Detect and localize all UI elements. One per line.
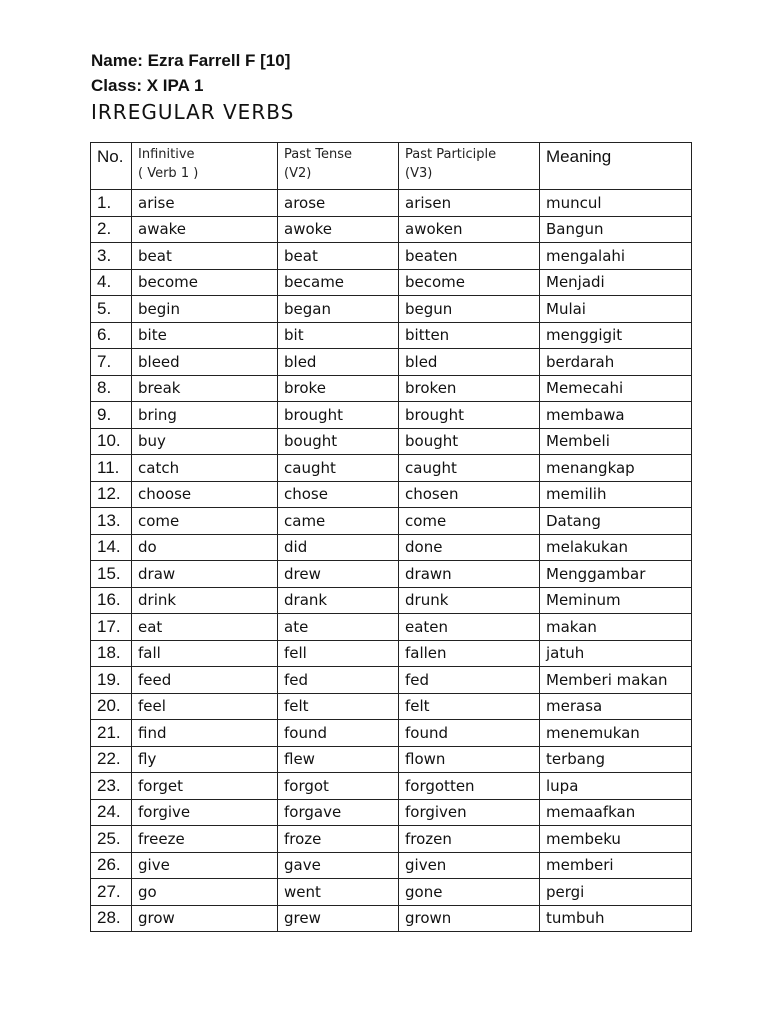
cell-past-tense: found [278, 720, 399, 747]
cell-infinitive: feed [132, 667, 278, 694]
cell-no: 21. [91, 720, 132, 747]
cell-past-tense: drew [278, 561, 399, 588]
header-past-participle [399, 143, 540, 190]
cell-no: 10. [91, 428, 132, 455]
table-row [91, 826, 692, 853]
cell-past-participle: beaten [399, 243, 540, 270]
cell-infinitive: choose [132, 481, 278, 508]
table-row [91, 508, 692, 535]
cell-no: 11. [91, 455, 132, 482]
cell-past-participle: bled [399, 349, 540, 376]
cell-no: 12. [91, 481, 132, 508]
table-row [91, 852, 692, 879]
table-row [91, 322, 692, 349]
cell-past-tense: bought [278, 428, 399, 455]
table-row [91, 879, 692, 906]
cell-past-tense: began [278, 296, 399, 323]
cell-meaning: pergi [540, 879, 692, 906]
cell-meaning: menggigit [540, 322, 692, 349]
student-class: Class: X IPA 1 [91, 76, 204, 95]
cell-past-participle: drawn [399, 561, 540, 588]
cell-no: 9. [91, 402, 132, 429]
cell-meaning: Memberi makan [540, 667, 692, 694]
cell-meaning: memaafkan [540, 799, 692, 826]
cell-past-participle: fallen [399, 640, 540, 667]
cell-past-participle: eaten [399, 614, 540, 641]
header-past-tense [278, 143, 399, 190]
header-infinitive [132, 143, 278, 190]
header-no: No. [91, 143, 132, 190]
cell-no: 20. [91, 693, 132, 720]
cell-past-participle: gone [399, 879, 540, 906]
table-body [91, 190, 692, 932]
cell-meaning: tumbuh [540, 905, 692, 932]
table-row [91, 799, 692, 826]
cell-meaning: menangkap [540, 455, 692, 482]
cell-past-participle: frozen [399, 826, 540, 853]
cell-past-participle: drunk [399, 587, 540, 614]
cell-meaning: Membeli [540, 428, 692, 455]
cell-meaning: terbang [540, 746, 692, 773]
table-row [91, 455, 692, 482]
cell-meaning: Bangun [540, 216, 692, 243]
cell-meaning: makan [540, 614, 692, 641]
cell-past-tense: broke [278, 375, 399, 402]
cell-past-participle: flown [399, 746, 540, 773]
cell-no: 8. [91, 375, 132, 402]
table-row [91, 720, 692, 747]
cell-no: 28. [91, 905, 132, 932]
cell-past-participle: come [399, 508, 540, 535]
cell-infinitive: eat [132, 614, 278, 641]
table-row [91, 243, 692, 270]
cell-past-tense: did [278, 534, 399, 561]
cell-infinitive: begin [132, 296, 278, 323]
cell-past-tense: flew [278, 746, 399, 773]
cell-past-tense: bit [278, 322, 399, 349]
cell-no: 17. [91, 614, 132, 641]
cell-past-tense: froze [278, 826, 399, 853]
cell-infinitive: go [132, 879, 278, 906]
cell-past-tense: forgave [278, 799, 399, 826]
cell-meaning: muncul [540, 190, 692, 217]
cell-no: 25. [91, 826, 132, 853]
cell-infinitive: arise [132, 190, 278, 217]
cell-past-tense: chose [278, 481, 399, 508]
cell-past-tense: drank [278, 587, 399, 614]
cell-meaning: memilih [540, 481, 692, 508]
cell-no: 1. [91, 190, 132, 217]
cell-infinitive: drink [132, 587, 278, 614]
cell-infinitive: forget [132, 773, 278, 800]
cell-infinitive: break [132, 375, 278, 402]
cell-infinitive: come [132, 508, 278, 535]
cell-meaning: menemukan [540, 720, 692, 747]
cell-past-tense: brought [278, 402, 399, 429]
cell-past-participle: bitten [399, 322, 540, 349]
table-row [91, 349, 692, 376]
table-row [91, 640, 692, 667]
table-row [91, 375, 692, 402]
cell-meaning: membawa [540, 402, 692, 429]
cell-past-participle: brought [399, 402, 540, 429]
cell-past-tense: awoke [278, 216, 399, 243]
cell-past-tense: went [278, 879, 399, 906]
cell-infinitive: forgive [132, 799, 278, 826]
cell-infinitive: grow [132, 905, 278, 932]
cell-infinitive: beat [132, 243, 278, 270]
cell-meaning: membeku [540, 826, 692, 853]
cell-meaning: lupa [540, 773, 692, 800]
cell-no: 14. [91, 534, 132, 561]
cell-past-tense: gave [278, 852, 399, 879]
cell-past-tense: felt [278, 693, 399, 720]
table-row [91, 296, 692, 323]
cell-no: 2. [91, 216, 132, 243]
cell-past-tense: bled [278, 349, 399, 376]
cell-infinitive: give [132, 852, 278, 879]
cell-infinitive: do [132, 534, 278, 561]
cell-past-participle: awoken [399, 216, 540, 243]
cell-infinitive: buy [132, 428, 278, 455]
cell-past-tense: ate [278, 614, 399, 641]
cell-infinitive: bring [132, 402, 278, 429]
cell-no: 13. [91, 508, 132, 535]
cell-meaning: memberi [540, 852, 692, 879]
cell-no: 26. [91, 852, 132, 879]
header-row [91, 143, 692, 190]
table-row [91, 534, 692, 561]
cell-meaning: Menggambar [540, 561, 692, 588]
cell-past-participle: bought [399, 428, 540, 455]
cell-past-participle: fed [399, 667, 540, 694]
table-row [91, 667, 692, 694]
cell-no: 24. [91, 799, 132, 826]
cell-meaning: Mulai [540, 296, 692, 323]
table-row [91, 587, 692, 614]
cell-no: 4. [91, 269, 132, 296]
table-row [91, 216, 692, 243]
cell-past-participle: forgiven [399, 799, 540, 826]
cell-no: 15. [91, 561, 132, 588]
cell-no: 18. [91, 640, 132, 667]
cell-past-tense: arose [278, 190, 399, 217]
cell-no: 19. [91, 667, 132, 694]
table-row [91, 481, 692, 508]
cell-past-tense: beat [278, 243, 399, 270]
document-header [91, 48, 290, 98]
cell-past-participle: arisen [399, 190, 540, 217]
header-past-tense-label: Past Tense [284, 147, 352, 162]
cell-past-participle: forgotten [399, 773, 540, 800]
cell-meaning: mengalahi [540, 243, 692, 270]
cell-past-tense: grew [278, 905, 399, 932]
cell-meaning: melakukan [540, 534, 692, 561]
cell-meaning: berdarah [540, 349, 692, 376]
cell-past-participle: become [399, 269, 540, 296]
table-row [91, 693, 692, 720]
cell-infinitive: feel [132, 693, 278, 720]
cell-no: 3. [91, 243, 132, 270]
header-infinitive-label: Infinitive [138, 147, 195, 162]
cell-no: 23. [91, 773, 132, 800]
table-row [91, 773, 692, 800]
table-row [91, 190, 692, 217]
cell-no: 27. [91, 879, 132, 906]
cell-infinitive: become [132, 269, 278, 296]
table-row [91, 269, 692, 296]
table-header [91, 143, 692, 190]
cell-past-participle: grown [399, 905, 540, 932]
cell-no: 5. [91, 296, 132, 323]
header-meaning: Meaning [540, 143, 692, 190]
cell-past-participle: done [399, 534, 540, 561]
cell-infinitive: fly [132, 746, 278, 773]
cell-meaning: merasa [540, 693, 692, 720]
header-past-tense-sub: (V2) [284, 166, 312, 181]
table-row [91, 614, 692, 641]
cell-past-participle: felt [399, 693, 540, 720]
cell-past-tense: fed [278, 667, 399, 694]
cell-past-tense: forgot [278, 773, 399, 800]
cell-past-tense: fell [278, 640, 399, 667]
cell-past-tense: came [278, 508, 399, 535]
cell-infinitive: find [132, 720, 278, 747]
cell-infinitive: bleed [132, 349, 278, 376]
cell-meaning: jatuh [540, 640, 692, 667]
cell-infinitive: fall [132, 640, 278, 667]
cell-past-participle: begun [399, 296, 540, 323]
cell-past-tense: became [278, 269, 399, 296]
irregular-verbs-table [90, 142, 692, 932]
cell-past-participle: caught [399, 455, 540, 482]
cell-meaning: Menjadi [540, 269, 692, 296]
table-row [91, 905, 692, 932]
table-row [91, 561, 692, 588]
cell-past-tense: caught [278, 455, 399, 482]
table-row [91, 428, 692, 455]
table-row [91, 746, 692, 773]
cell-past-participle: broken [399, 375, 540, 402]
page-title: IRREGULAR VERBS [91, 100, 295, 124]
cell-no: 16. [91, 587, 132, 614]
student-name: Name: Ezra Farrell F [10] [91, 51, 291, 70]
cell-infinitive: catch [132, 455, 278, 482]
header-past-participle-sub: (V3) [405, 166, 433, 181]
header-infinitive-sub: ( Verb 1 ) [138, 166, 199, 181]
cell-past-participle: found [399, 720, 540, 747]
cell-meaning: Meminum [540, 587, 692, 614]
cell-meaning: Datang [540, 508, 692, 535]
cell-past-participle: chosen [399, 481, 540, 508]
cell-no: 7. [91, 349, 132, 376]
cell-past-participle: given [399, 852, 540, 879]
cell-infinitive: draw [132, 561, 278, 588]
cell-infinitive: freeze [132, 826, 278, 853]
cell-no: 6. [91, 322, 132, 349]
cell-infinitive: awake [132, 216, 278, 243]
cell-meaning: Memecahi [540, 375, 692, 402]
header-past-participle-label: Past Participle [405, 147, 497, 162]
cell-no: 22. [91, 746, 132, 773]
table-row [91, 402, 692, 429]
cell-infinitive: bite [132, 322, 278, 349]
